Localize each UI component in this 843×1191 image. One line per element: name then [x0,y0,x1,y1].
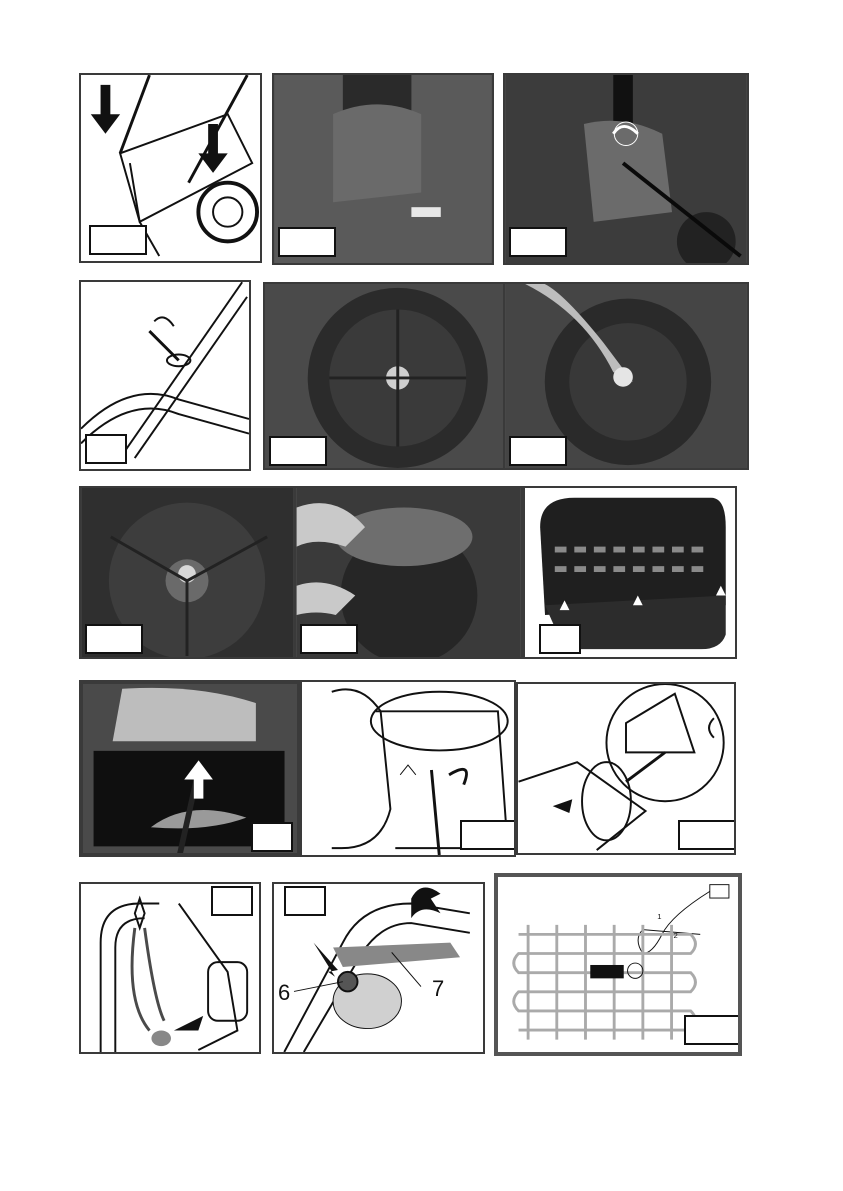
curved-arrow-icon [411,887,440,918]
arrow-down-icon [91,85,120,134]
figure-11-height-lever [300,680,516,857]
figure-15-mowing-pattern [494,873,742,1056]
curved-arrow-icon [449,769,466,784]
figure-number-box [278,227,336,257]
arrow-right-icon [553,799,573,813]
figure-number-box [460,820,516,850]
figure-10-collector-flap [79,680,301,857]
figure-number-box [89,225,147,255]
figure-14-handle-adjust [272,882,485,1054]
figure-13-cable-strain-relief [79,882,261,1054]
figure-6-wheel-nut-photo [503,282,749,470]
figure-12-rear-flap [516,682,736,855]
figure-number-box [539,624,581,654]
arrow-down-icon [198,124,227,173]
figure-number-box [509,436,567,466]
figure-number-box [269,436,327,466]
figure-7-hub-photo [79,486,296,659]
callout-handle-lock: 6 [278,980,291,1005]
figure-3-screwdriver-photo [503,73,749,265]
figure-number-box [85,434,127,464]
figure-4-cable-clip [79,280,251,471]
svg-text:1: 1 [657,912,662,922]
figure-number-box [300,624,358,654]
svg-text:2: 2 [673,931,678,941]
figure-2-bolt-photo [272,73,494,265]
figure-number-box [678,820,736,850]
callout-handle-bar: 7 [432,976,445,1001]
figure-9-grass-box [523,486,737,659]
figure-1-handle-assembly [79,73,262,263]
screw-icon [411,207,440,217]
figure-number-box [684,1015,742,1045]
figure-number-box [284,886,326,916]
figure-number-box [251,822,293,852]
figure-number-box [211,886,253,916]
plug-icon [151,1031,171,1047]
figure-number-box [509,227,567,257]
mower-icon [590,965,623,978]
curved-arrow-icon [149,331,178,360]
figure-number-box [85,624,143,654]
figure-5-wheel-photo [263,282,509,470]
figure-8-hubcap-photo [294,486,523,659]
